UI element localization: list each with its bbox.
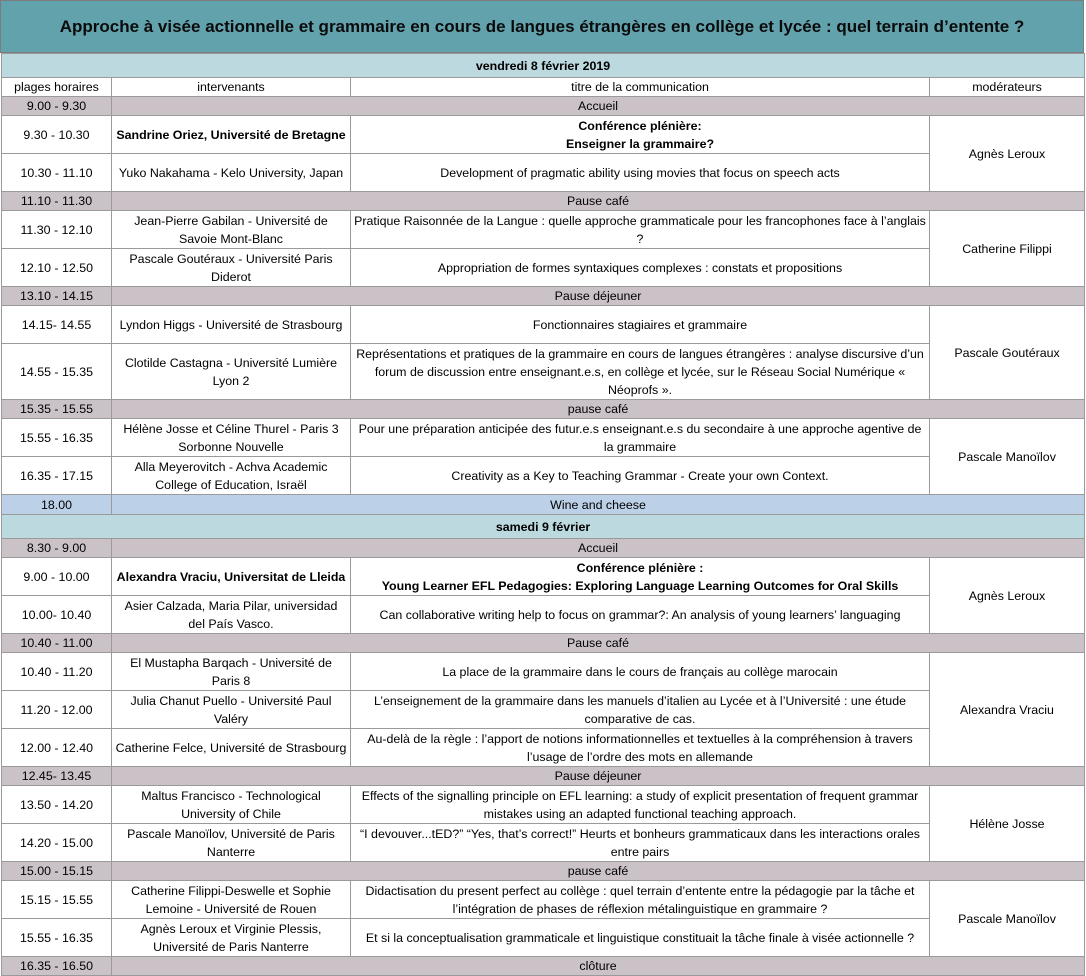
session-row <box>2 653 1085 691</box>
time-slot: 10.40 - 11.20 <box>2 653 112 691</box>
speaker-cell: Catherine Filippi-Deswelle et Sophie Lemoine - Université de Rouen <box>112 881 351 919</box>
column-header: plages horaires <box>2 78 112 97</box>
talk-title-cell: “I devouver...tED?” “Yes, that’s correct!” Heurts et bonheurs grammaticaux dans les interactions orales entre pairs <box>351 824 930 862</box>
break-row <box>2 862 1085 881</box>
speaker-cell: Pascale Manoïlov, Université de Paris Nanterre <box>112 824 351 862</box>
session-row <box>2 558 1085 596</box>
break-label: pause café <box>112 400 1085 419</box>
break-row <box>2 957 1085 976</box>
session-row <box>2 881 1085 919</box>
break-label: Pause café <box>112 634 1085 653</box>
moderator-cell: Pascale Manoïlov <box>930 881 1085 957</box>
session-row <box>2 344 1085 400</box>
talk-title-cell: La place de la grammaire dans le cours de français au collège marocain <box>351 653 930 691</box>
break-row <box>2 97 1085 116</box>
time-slot: 12.45- 13.45 <box>2 767 112 786</box>
time-slot: 12.10 - 12.50 <box>2 249 112 287</box>
talk-title-cell: Conférence plénière: Enseigner la grammaire? <box>351 116 930 154</box>
break-row <box>2 539 1085 558</box>
time-slot: 16.35 - 16.50 <box>2 957 112 976</box>
speaker-cell: Pascale Goutéraux - Université Paris Diderot <box>112 249 351 287</box>
session-row <box>2 419 1085 457</box>
time-slot: 18.00 <box>2 495 112 515</box>
speaker-cell: El Mustapha Barqach - Université de Paris 8 <box>112 653 351 691</box>
talk-title-cell: Can collaborative writing help to focus on grammar?: An analysis of young learners’ languaging <box>351 596 930 634</box>
time-slot: 9.00 - 10.00 <box>2 558 112 596</box>
break-label: Wine and cheese <box>112 495 1085 515</box>
break-label: Pause déjeuner <box>112 767 1085 786</box>
day-label: samedi 9 février <box>2 515 1085 539</box>
talk-title-cell: Effects of the signalling principle on EFL learning: a study of explicit presentation of frequent grammar mistakes using an adapted functional teaching approach. <box>351 786 930 824</box>
session-row <box>2 824 1085 862</box>
break-label: pause café <box>112 862 1085 881</box>
break-label: Accueil <box>112 97 1085 116</box>
time-slot: 14.55 - 15.35 <box>2 344 112 400</box>
time-slot: 10.00- 10.40 <box>2 596 112 634</box>
speaker-cell: Julia Chanut Puello - Université Paul Valéry <box>112 691 351 729</box>
talk-title-cell: Fonctionnaires stagiaires et grammaire <box>351 306 930 344</box>
speaker-cell: Sandrine Oriez, Université de Bretagne <box>112 116 351 154</box>
session-row <box>2 154 1085 192</box>
speaker-cell: Jean-Pierre Gabilan - Université de Savoie Mont-Blanc <box>112 211 351 249</box>
time-slot: 15.55 - 16.35 <box>2 919 112 957</box>
time-slot: 8.30 - 9.00 <box>2 539 112 558</box>
break-row <box>2 767 1085 786</box>
time-slot: 16.35 - 17.15 <box>2 457 112 495</box>
talk-title-cell: Appropriation de formes syntaxiques complexes : constats et propositions <box>351 249 930 287</box>
session-row <box>2 457 1085 495</box>
talk-title-cell: Pour une préparation anticipée des futur.e.s enseignant.e.s du secondaire à une approche agentive de la grammaire <box>351 419 930 457</box>
moderator-cell: Catherine Filippi <box>930 211 1085 287</box>
time-slot: 10.30 - 11.10 <box>2 154 112 192</box>
talk-title-cell: Development of pragmatic ability using movies that focus on speech acts <box>351 154 930 192</box>
time-slot: 14.15- 14.55 <box>2 306 112 344</box>
break-row <box>2 400 1085 419</box>
talk-title-cell: Pratique Raisonnée de la Langue : quelle approche grammaticale pour les francophones face à l’anglais ? <box>351 211 930 249</box>
talk-title-cell: Au-delà de la règle : l’apport de notions informationnelles et textuelles à la compréhension à travers l’usage de l’ordre des mots en allemande <box>351 729 930 767</box>
time-slot: 9.00 - 9.30 <box>2 97 112 116</box>
break-label: Accueil <box>112 539 1085 558</box>
talk-title-cell: Représentations et pratiques de la grammaire en cours de langues étrangères : analyse discursive d’un forum de discussion entre enseignant.e.s, en collège et lycée, sur le Réseau Social Numérique « Néoprofs ». <box>351 344 930 400</box>
time-slot: 15.55 - 16.35 <box>2 419 112 457</box>
time-slot: 15.00 - 15.15 <box>2 862 112 881</box>
day-header-row <box>2 515 1085 539</box>
time-slot: 12.00 - 12.40 <box>2 729 112 767</box>
time-slot: 14.20 - 15.00 <box>2 824 112 862</box>
time-slot: 9.30 - 10.30 <box>2 116 112 154</box>
moderator-cell: Agnès Leroux <box>930 558 1085 634</box>
time-slot: 15.35 - 15.55 <box>2 400 112 419</box>
talk-title-cell: Creativity as a Key to Teaching Grammar - Create your own Context. <box>351 457 930 495</box>
moderator-cell: Hélène Josse <box>930 786 1085 862</box>
moderator-cell: Agnès Leroux <box>930 116 1085 192</box>
column-header: titre de la communication <box>351 78 930 97</box>
speaker-cell: Yuko Nakahama - Kelo University, Japan <box>112 154 351 192</box>
moderator-cell: Pascale Goutéraux <box>930 306 1085 400</box>
session-row <box>2 249 1085 287</box>
break-label: clôture <box>112 957 1085 976</box>
day-label: vendredi 8 février 2019 <box>2 54 1085 78</box>
talk-title-cell: Didactisation du present perfect au collège : quel terrain d’entente entre la pédagogie par la tâche et l’intégration de phases de réflexion métalinguistique en grammaire ? <box>351 881 930 919</box>
break-label: Pause déjeuner <box>112 287 1085 306</box>
break-row <box>2 634 1085 653</box>
speaker-cell: Asier Calzada, Maria Pilar, universidad del País Vasco. <box>112 596 351 634</box>
session-row <box>2 786 1085 824</box>
session-row <box>2 691 1085 729</box>
time-slot: 10.40 - 11.00 <box>2 634 112 653</box>
time-slot: 11.30 - 12.10 <box>2 211 112 249</box>
time-slot: 11.20 - 12.00 <box>2 691 112 729</box>
talk-title-cell: Et si la conceptualisation grammaticale et linguistique constituait la tâche finale à visée actionnelle ? <box>351 919 930 957</box>
session-row <box>2 306 1085 344</box>
column-header-row <box>2 78 1085 97</box>
column-header: modérateurs <box>930 78 1085 97</box>
speaker-cell: Lyndon Higgs - Université de Strasbourg <box>112 306 351 344</box>
column-header: intervenants <box>112 78 351 97</box>
speaker-cell: Clotilde Castagna - Université Lumière Lyon 2 <box>112 344 351 400</box>
session-row <box>2 729 1085 767</box>
moderator-cell: Alexandra Vraciu <box>930 653 1085 767</box>
schedule-table <box>1 53 1085 976</box>
moderator-cell: Pascale Manoïlov <box>930 419 1085 495</box>
day-header-row <box>2 54 1085 78</box>
speaker-cell: Alla Meyerovitch - Achva Academic College of Education, Israël <box>112 457 351 495</box>
speaker-cell: Catherine Felce, Université de Strasbourg <box>112 729 351 767</box>
time-slot: 15.15 - 15.55 <box>2 881 112 919</box>
session-row <box>2 919 1085 957</box>
break-row <box>2 495 1085 515</box>
time-slot: 13.50 - 14.20 <box>2 786 112 824</box>
speaker-cell: Agnès Leroux et Virginie Plessis, Université de Paris Nanterre <box>112 919 351 957</box>
session-row <box>2 596 1085 634</box>
break-label: Pause café <box>112 192 1085 211</box>
session-row <box>2 116 1085 154</box>
break-row <box>2 192 1085 211</box>
speaker-cell: Maltus Francisco - Technological University of Chile <box>112 786 351 824</box>
time-slot: 11.10 - 11.30 <box>2 192 112 211</box>
speaker-cell: Alexandra Vraciu, Universitat de Lleida <box>112 558 351 596</box>
break-row <box>2 287 1085 306</box>
speaker-cell: Hélène Josse et Céline Thurel - Paris 3 Sorbonne Nouvelle <box>112 419 351 457</box>
time-slot: 13.10 - 14.15 <box>2 287 112 306</box>
page-title: Approche à visée actionnelle et grammaire en cours de langues étrangères en collège et lycée : quel terrain d’entente ? <box>0 0 1084 53</box>
session-row <box>2 211 1085 249</box>
talk-title-cell: L’enseignement de la grammaire dans les manuels d’italien au Lycée et à l’Université : une étude comparative de cas. <box>351 691 930 729</box>
talk-title-cell: Conférence plénière : Young Learner EFL Pedagogies: Exploring Language Learning Outcomes for Oral Skills <box>351 558 930 596</box>
